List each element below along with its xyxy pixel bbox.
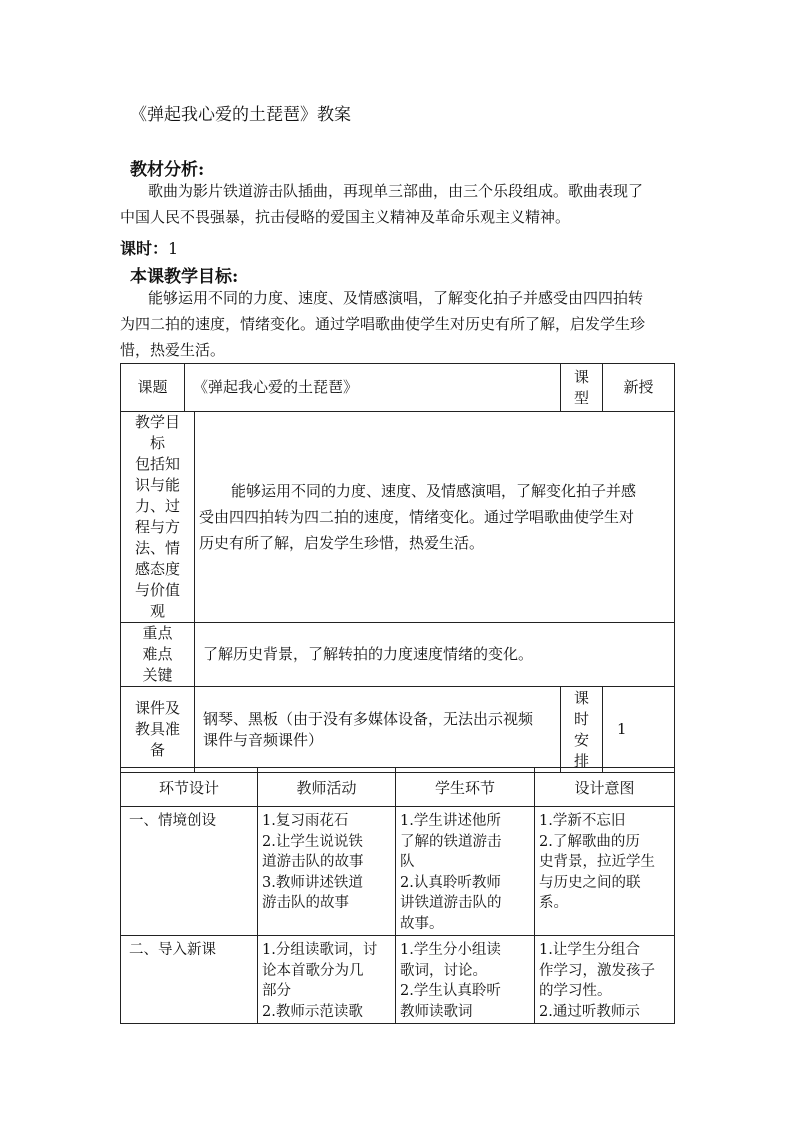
intent-cell xyxy=(535,936,675,1024)
cell-line: 部分 xyxy=(262,983,291,999)
goals-label-line: 标 xyxy=(149,434,165,452)
header-student: 学生环节 xyxy=(396,768,535,807)
analysis-heading: 教材分析: xyxy=(130,160,205,180)
cell-line: 2.了解歌曲的历 xyxy=(539,833,640,850)
header-stage: 环节设计 xyxy=(121,768,258,807)
cell-line: 教师读歌词 xyxy=(400,1003,473,1020)
cell-line: 3.教师讲述铁道 xyxy=(262,874,363,891)
tools-row xyxy=(121,687,675,773)
tools-label-line: 课件及 xyxy=(134,699,180,717)
analysis-line-1: 歌曲为影片铁道游击队插曲，再现单三部曲，由三个乐段组成。歌曲表现了 xyxy=(148,182,644,200)
teacher-cell xyxy=(258,936,396,1024)
stage-cell: 二、导入新课 xyxy=(121,936,258,1024)
time-value: 1 xyxy=(603,687,675,773)
goals-value-line: 历史有所了解，启发学生珍惜，热爱生活。 xyxy=(199,534,485,552)
time-label xyxy=(561,687,603,773)
goals-row xyxy=(121,412,675,623)
steps-header-row xyxy=(121,768,675,807)
teaching-steps-table xyxy=(120,767,675,1024)
time-label-line: 排 xyxy=(574,751,590,770)
cell-line: 讲铁道游击队的 xyxy=(400,895,502,911)
cell-line: 2.认真聆听教师 xyxy=(400,874,501,891)
key-value: 了解历史背景，了解转拍的力度速度情绪的变化。 xyxy=(195,623,675,687)
cell-line: 2.学生认真聆听 xyxy=(400,983,501,999)
lesson-label: 课时： xyxy=(120,239,169,258)
cell-line: 道游击队的故事 xyxy=(262,854,364,870)
type-value: 新授 xyxy=(603,364,675,412)
cell-line: 史背景，拉近学生 xyxy=(539,854,655,870)
goals-label-line: 教学目 xyxy=(134,413,180,431)
cell-line: 论本首歌分为几 xyxy=(262,962,364,979)
tools-value-line: 课件与音频课件） xyxy=(203,730,324,749)
goals-value-line: 能够运用不同的力度、速度、及情感演唱，了解变化拍子并感 xyxy=(231,482,637,500)
goals-label-line: 程与方 xyxy=(134,518,180,536)
table-row xyxy=(121,807,675,936)
goals-label-line: 感态度 xyxy=(134,560,180,578)
time-label-line: 课 xyxy=(574,688,590,707)
cell-line: 2.通过听教师示 xyxy=(539,1003,640,1020)
topic-row xyxy=(121,364,675,412)
student-cell xyxy=(396,807,535,936)
cell-line: 作学习，激发孩子 xyxy=(539,962,655,979)
header-intent: 设计意图 xyxy=(535,768,675,807)
cell-line: 与历史之间的联 xyxy=(539,874,641,891)
cell-line: 2.让学生说说铁 xyxy=(262,833,363,850)
tools-value xyxy=(195,687,561,773)
key-row xyxy=(121,623,675,687)
goals-label-line: 包括知 xyxy=(134,455,180,473)
student-cell xyxy=(396,936,535,1024)
stage-cell: 一、情境创设 xyxy=(121,807,258,936)
teacher-cell xyxy=(258,807,396,936)
cell-line: 了解的铁道游击 xyxy=(400,833,502,850)
key-label-line: 重点 xyxy=(142,624,173,642)
cell-line: 1.复习雨花石 xyxy=(262,813,349,829)
topic-label: 课题 xyxy=(121,364,185,412)
table-row xyxy=(121,936,675,1024)
goals-line-2: 为四二拍的速度，情绪变化。通过学唱歌曲使学生对历史有所了解，启发学生珍 xyxy=(120,315,646,333)
lesson-value: 1 xyxy=(168,239,179,258)
cell-line: 游击队的故事 xyxy=(262,895,349,911)
cell-line: 2.教师示范读歌 xyxy=(262,1003,363,1020)
cell-line: 1.学生分小组读 xyxy=(400,942,501,958)
cell-line: 1.学生讲述他所 xyxy=(400,813,501,829)
tools-label xyxy=(121,687,195,773)
cell-line: 1.让学生分组合 xyxy=(539,942,640,958)
goals-label-line: 法、情 xyxy=(134,539,180,557)
key-label-line: 难点 xyxy=(142,645,173,663)
type-label xyxy=(561,364,603,412)
goals-value xyxy=(195,412,675,623)
goals-label xyxy=(121,412,195,623)
goals-label-line: 观 xyxy=(149,602,165,620)
header-teacher: 教师活动 xyxy=(258,768,396,807)
key-label-line: 关键 xyxy=(142,666,173,684)
intent-cell xyxy=(535,807,675,936)
key-label xyxy=(121,623,195,687)
type-label-line: 型 xyxy=(574,388,590,407)
goals-line-1: 能够运用不同的力度、速度、及情感演唱，了解变化拍子并感受由四四拍转 xyxy=(148,289,644,307)
cell-line: 的学习性。 xyxy=(539,983,612,999)
goals-label-line: 识与能 xyxy=(134,476,180,494)
goals-label-line: 力、过 xyxy=(134,497,180,515)
type-label-line: 课 xyxy=(574,367,590,386)
goals-heading: 本课教学目标: xyxy=(130,267,239,287)
tools-label-line: 教具准 xyxy=(134,720,180,738)
cell-line: 系。 xyxy=(539,895,568,911)
cell-line: 队 xyxy=(400,854,415,870)
analysis-line-2: 中国人民不畏强暴，抗击侵略的爱国主义精神及革命乐观主义精神。 xyxy=(120,208,571,226)
cell-line: 1.分组读歌词，讨 xyxy=(262,942,378,958)
cell-line: 歌词，讨论。 xyxy=(400,962,487,979)
topic-value: 《弹起我心爱的土琵琶》 xyxy=(185,364,561,412)
cell-line: 1.学新不忘旧 xyxy=(539,813,626,829)
lesson-count xyxy=(120,236,178,259)
time-label-line: 时 xyxy=(574,709,590,728)
goals-line-3: 惜，热爱生活。 xyxy=(120,341,226,359)
tools-value-line: 钢琴、黑板（由于没有多媒体设备，无法出示视频 xyxy=(203,709,534,728)
lesson-info-table xyxy=(120,363,675,773)
document-title: 《弹起我心爱的土琵琶》教案 xyxy=(130,105,351,125)
goals-value-line: 受由四四拍转为四二拍的速度，情绪变化。通过学唱歌曲使学生对 xyxy=(199,508,635,526)
cell-line: 故事。 xyxy=(400,915,444,932)
tools-label-line: 备 xyxy=(149,741,165,759)
time-label-line: 安 xyxy=(574,730,590,749)
goals-label-line: 与价值 xyxy=(134,581,180,599)
